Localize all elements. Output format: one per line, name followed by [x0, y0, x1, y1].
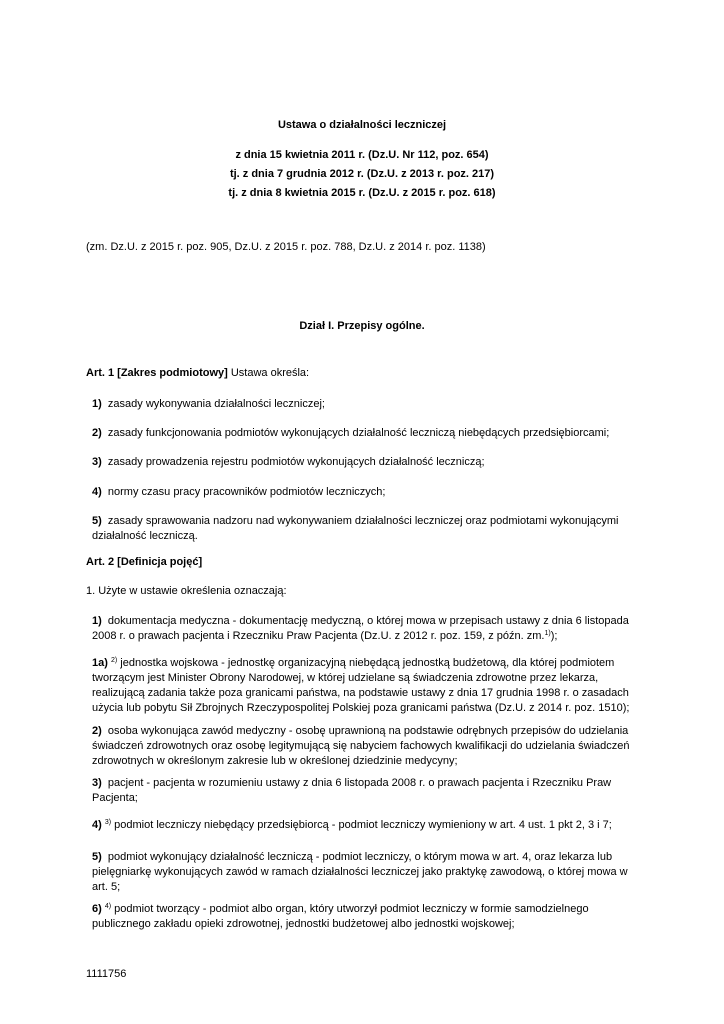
- item-number: 1): [92, 615, 102, 627]
- list-item: [92, 397, 632, 412]
- list-item: [92, 818, 632, 833]
- date-line-3: tj. z dnia 8 kwietnia 2015 r. (Dz.U. z 2015 r. poz. 618): [228, 187, 496, 199]
- item-text: normy czasu pracy pracowników podmiotów leczniczych;: [107, 486, 386, 498]
- footnote-ref: 2): [110, 657, 118, 664]
- item-number: 4): [92, 819, 102, 831]
- art1-intro-line: [86, 367, 309, 379]
- list-item: [92, 514, 632, 544]
- item-number: 2): [92, 725, 102, 737]
- amendments-note: (zm. Dz.U. z 2015 r. poz. 905, Dz.U. z 2015 r. poz. 788, Dz.U. z 2014 r. poz. 1138): [86, 241, 486, 253]
- list-item: [92, 614, 632, 644]
- list-item: [92, 724, 632, 769]
- division-heading: Dział I. Przepisy ogólne.: [299, 320, 425, 332]
- art2-intro: 1. Użyte w ustawie określenia oznaczają:: [86, 585, 287, 597]
- item-number: 1a): [92, 657, 108, 669]
- item-text: podmiot tworzący - podmiot albo organ, który utworzył podmiot leczniczy w formie samodzielnego publicznego zakładu opieki zdrowotnej, jednostki budżetowej albo jednostki wojskowej;: [92, 903, 589, 930]
- art1-intro: Ustawa określa:: [227, 367, 310, 379]
- item-text: zasady sprawowania nadzoru nad wykonywaniem działalności leczniczej oraz podmiotami wykonującymi działalność leczniczą.: [92, 515, 619, 542]
- footnote-ref: 1): [544, 630, 551, 637]
- footer-number: 1111756: [86, 968, 127, 980]
- item-number: 2): [92, 427, 102, 439]
- item-text: podmiot wykonujący działalność leczniczą - podmiot leczniczy, o którym mowa w art. 4, oraz lekarza lub pielęgniarkę wykonujących zawód w ramach działalności leczniczej jako praktykę zawodową, o której mowa w art. 5;: [92, 851, 628, 893]
- item-text: podmiot leczniczy niebędący przedsiębiorcą - podmiot leczniczy wymieniony w art. 4 ust. 1 pkt 2, 3 i 7;: [114, 819, 612, 831]
- item-text: osoba wykonująca zawód medyczny - osobę uprawnioną na podstawie odrębnych przepisów do udzielania świadczeń zdrowotnych oraz osobę legitymującą się nabyciem fachowych kwalifikacji do udzielania świadczeń zdrowotnych w określonym zakresie lub w określonej dziedzinie medycyny;: [92, 725, 630, 767]
- item-text: zasady funkcjonowania podmiotów wykonujących działalność leczniczą niebędących przedsiębiorcami;: [107, 427, 610, 439]
- footnote-ref: 4): [104, 903, 112, 910]
- list-item: [92, 902, 632, 932]
- list-item: [92, 776, 632, 806]
- item-number: 5): [92, 515, 102, 527]
- item-number: 1): [92, 398, 102, 410]
- item-text: zasady wykonywania działalności leczniczej;: [107, 398, 325, 410]
- date-line-2: tj. z dnia 7 grudnia 2012 r. (Dz.U. z 2013 r. poz. 217): [229, 168, 495, 180]
- item-text: pacjent - pacjenta w rozumieniu ustawy z dnia 6 listopada 2008 r. o prawach pacjenta i Rzeczniku Praw Pacjenta;: [92, 777, 612, 804]
- item-number: 3): [92, 456, 102, 468]
- item-number: 3): [92, 777, 102, 789]
- document-title: Ustawa o działalności leczniczej: [277, 119, 447, 131]
- item-number: 6): [92, 903, 102, 915]
- date-line-1: z dnia 15 kwietnia 2011 r. (Dz.U. Nr 112, poz. 654): [235, 149, 489, 161]
- item-text: jednostka wojskowa - jednostkę organizacyjną niebędącą jednostką budżetową, dla której podmiotem tworzącym jest Minister Obrony Narodowej, w której udzielane są świadczenia zdrowotne przez lekarza, realizującą zadania także poza granicami państwa, na podstawie ustawy z dnia 17 grudnia 1998 r. o zasadach użycia lub pobytu Sił Zbrojnych Rzeczypospolitej Polskiej poza granicami państwa (Dz.U. z 2014 r. poz. 1510);: [92, 657, 630, 714]
- art1-heading: Art. 1 [Zakres podmiotowy]: [86, 367, 228, 379]
- item-text: zasady prowadzenia rejestru podmiotów wykonujących działalność leczniczą;: [107, 456, 485, 468]
- list-item: [92, 850, 632, 895]
- item-number: 4): [92, 486, 102, 498]
- footnote-ref: 3): [104, 819, 112, 826]
- item-tail: );: [550, 630, 558, 642]
- art2-heading: Art. 2 [Definicja pojęć]: [86, 556, 203, 568]
- item-text: dokumentacja medyczna - dokumentację medyczną, o której mowa w przepisach ustawy z dnia 6 listopada 2008 r. o prawach pacjenta i Rzeczniku Praw Pacjenta (Dz.U. z 2012 r. poz. 159, z późn. zm.: [92, 615, 629, 642]
- list-item: [92, 485, 632, 500]
- item-number: 5): [92, 851, 102, 863]
- list-item: [92, 426, 632, 441]
- list-item: [92, 656, 632, 716]
- list-item: [92, 455, 632, 470]
